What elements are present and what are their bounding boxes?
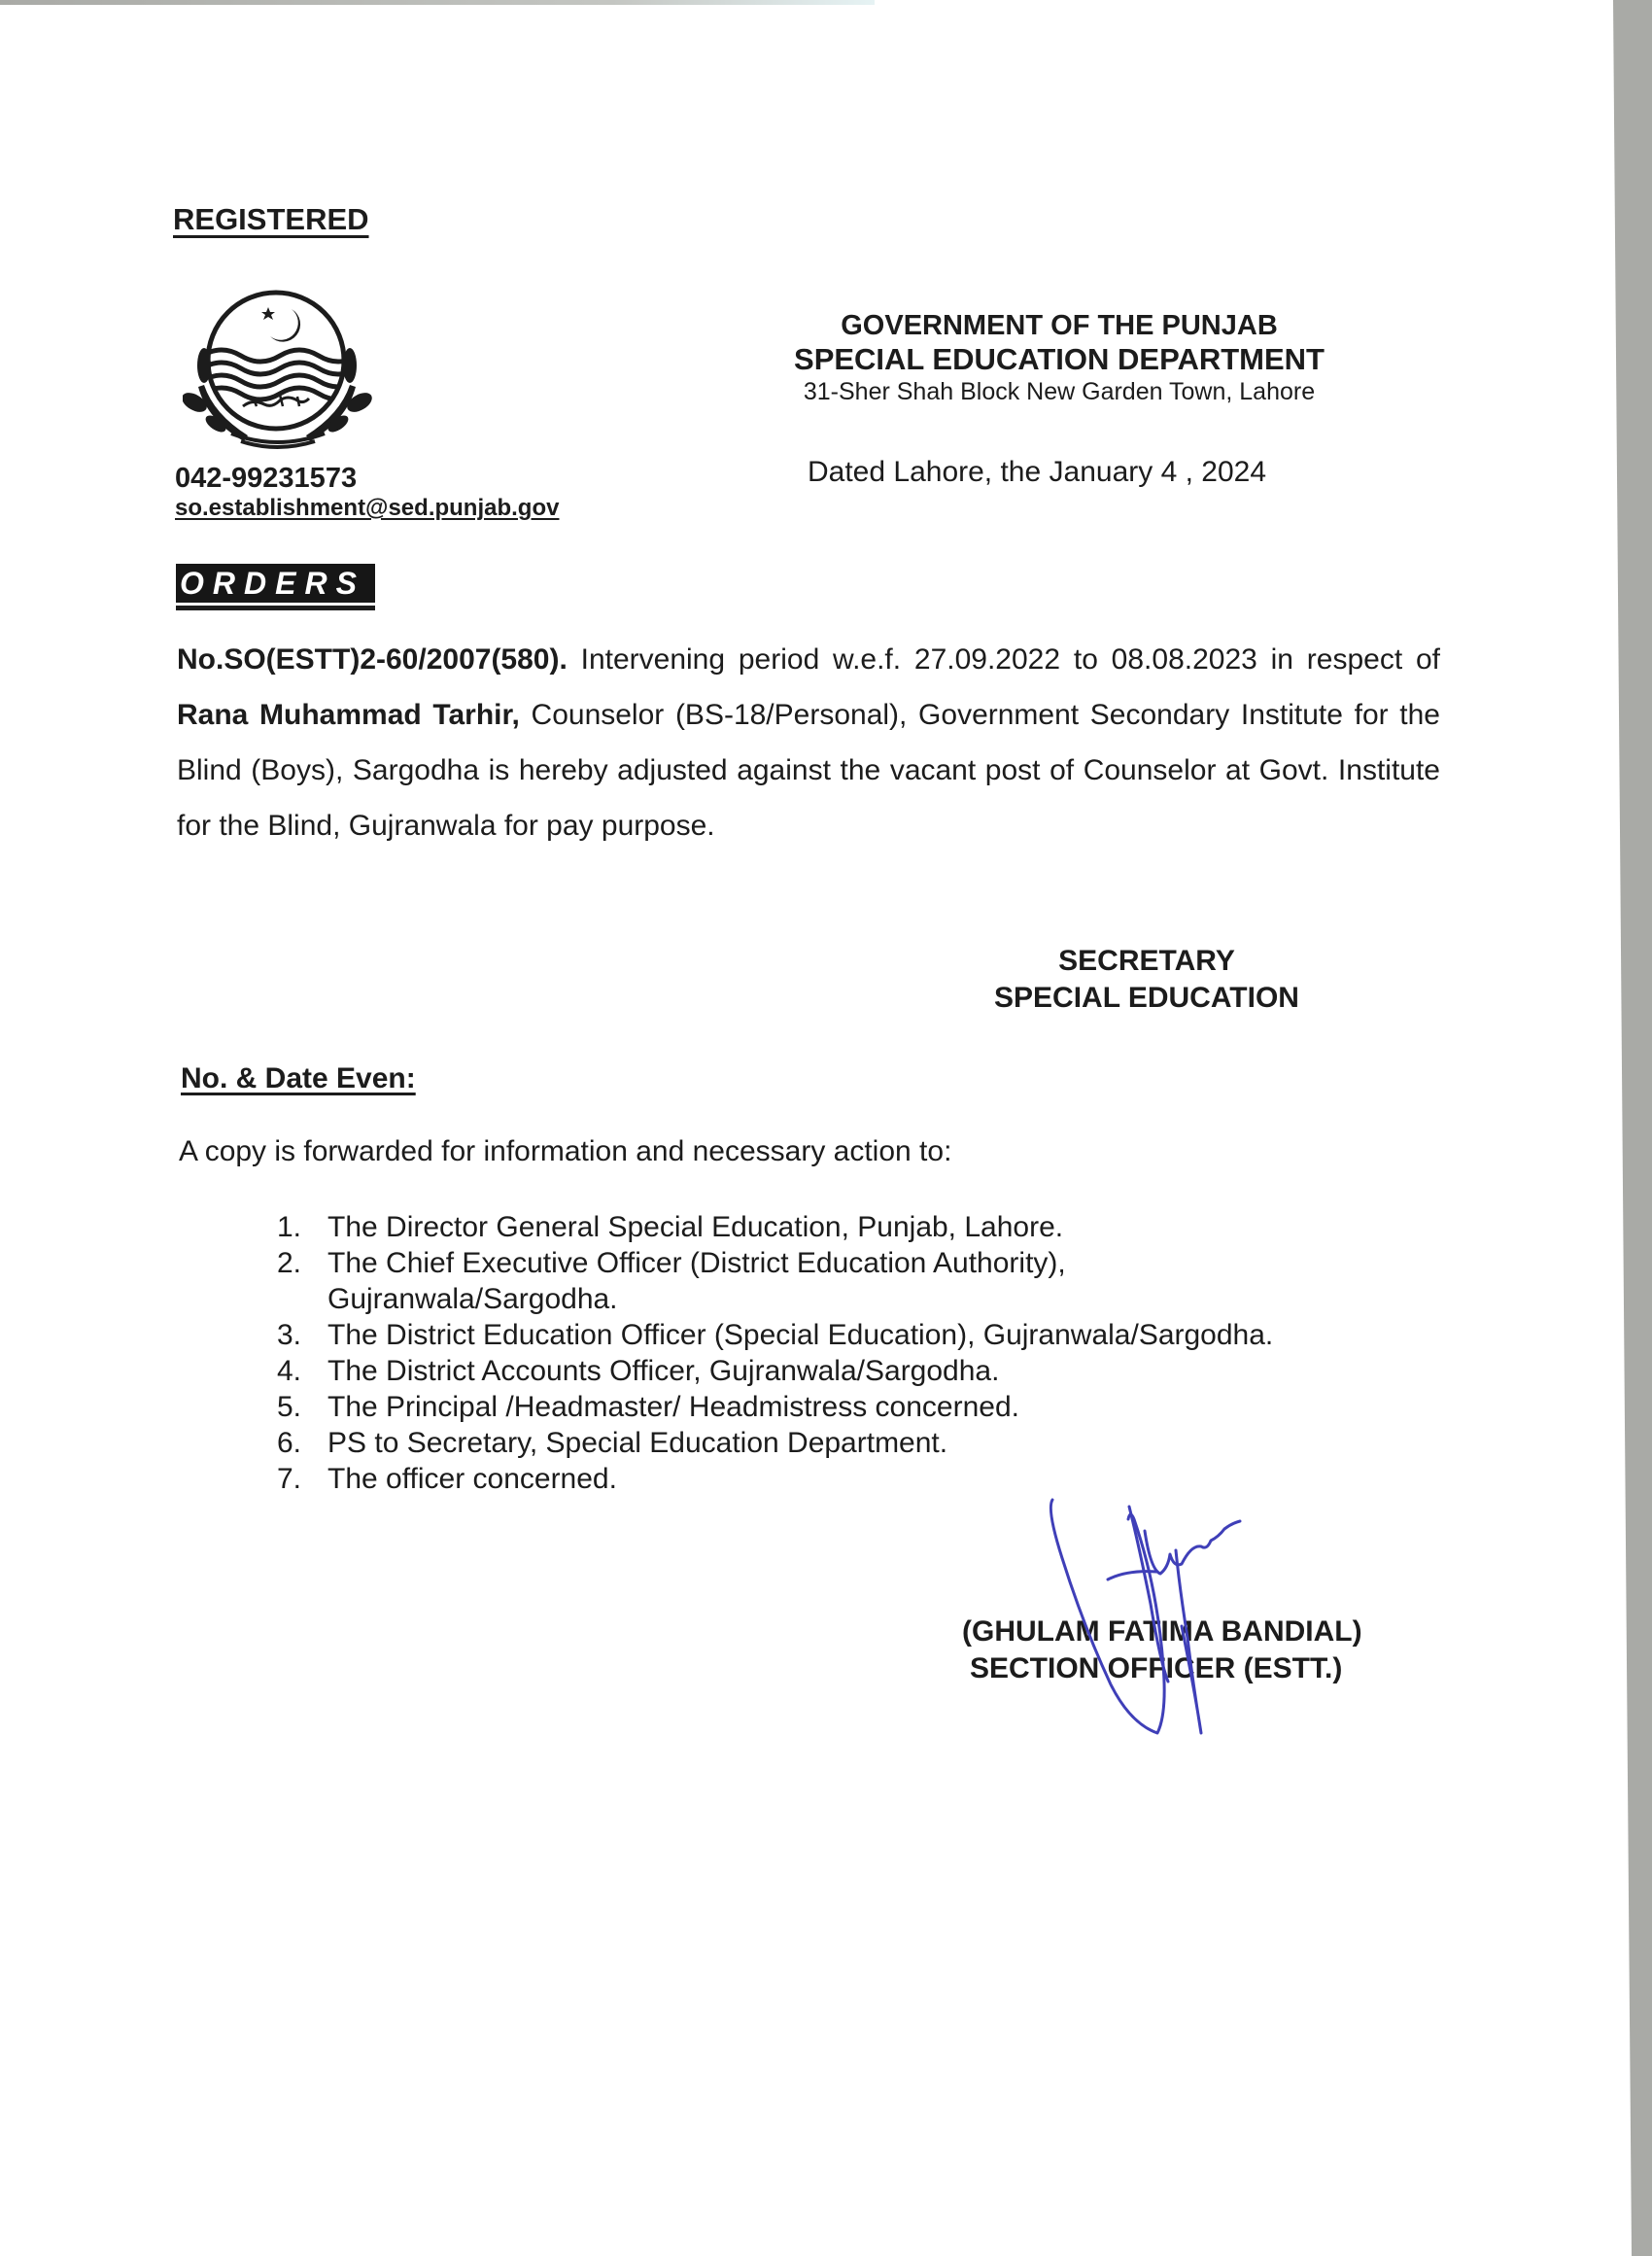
item-text: PS to Secretary, Special Education Department.	[327, 1427, 948, 1459]
order-text-1: Intervening period w.e.f. 27.09.2022 to 08.08.2023 in respect of	[567, 643, 1440, 676]
recipient-list	[277, 1209, 1474, 1497]
item-number: 1.	[277, 1211, 302, 1243]
item-number: 2.	[277, 1247, 302, 1279]
employee-name: Rana Muhammad Tarhir,	[177, 699, 520, 731]
punjab-emblem-logo	[183, 288, 389, 453]
list-item	[277, 1461, 1474, 1497]
item-text: The District Accounts Officer, Gujranwala/Sargodha.	[327, 1355, 1000, 1387]
phone-number: 042-99231573	[175, 463, 358, 494]
list-item	[277, 1317, 1474, 1353]
star-icon	[261, 307, 275, 320]
item-text: The Chief Executive Officer (District Education Authority), Gujranwala/Sargodha.	[327, 1247, 1066, 1315]
item-number: 5.	[277, 1391, 302, 1423]
list-item	[277, 1425, 1474, 1461]
order-number: No.SO(ESTT)2-60/2007(580).	[177, 643, 568, 676]
list-item	[277, 1245, 1474, 1317]
item-number: 3.	[277, 1319, 302, 1351]
signatory-designation: SECTION OFFICER (ESTT.)	[970, 1652, 1343, 1684]
order-paragraph	[177, 632, 1440, 853]
government-title: GOVERNMENT OF THE PUNJAB	[841, 310, 1278, 341]
order-text-2: Counselor (BS-18/Personal), Government Secondary Institute for the Blind (Boys), Sargodha is hereby adjusted against the vacant post of Counselor at Govt. Institute for the Blind, Gujranwala for pay purpose.	[177, 699, 1440, 842]
scan-edge-right	[1613, 0, 1652, 2256]
authority-line-1: SECRETARY	[1058, 945, 1235, 977]
issuing-authority	[972, 943, 1322, 1017]
authority-line-2: SPECIAL EDUCATION	[994, 982, 1299, 1014]
list-item	[277, 1353, 1474, 1389]
item-text: The District Education Officer (Special Education), Gujranwala/Sargodha.	[327, 1319, 1274, 1351]
signatory-name: (GHULAM FATIMA BANDIAL)	[962, 1615, 1362, 1648]
endorsement-intro: A copy is forwarded for information and necessary action to:	[179, 1135, 952, 1167]
department-title: SPECIAL EDUCATION DEPARTMENT	[794, 342, 1325, 377]
item-number: 6.	[277, 1427, 302, 1459]
item-number: 7.	[277, 1463, 302, 1495]
item-text: The Director General Special Education, Punjab, Lahore.	[327, 1211, 1064, 1243]
item-text: The officer concerned.	[327, 1463, 617, 1495]
email-link[interactable]: so.establishment@sed.punjab.gov	[175, 495, 560, 521]
scan-edge-top	[0, 0, 875, 5]
department-address: 31-Sher Shah Block New Garden Town, Lahore	[803, 377, 1316, 405]
registered-label: REGISTERED	[173, 202, 369, 236]
crescent-icon	[270, 309, 300, 342]
list-item	[277, 1209, 1474, 1245]
date-line: Dated Lahore, the January 4 , 2024	[808, 456, 1267, 488]
letterhead	[748, 309, 1370, 406]
signatory-block	[962, 1614, 1362, 1687]
endorsement-heading: No. & Date Even:	[181, 1062, 416, 1094]
item-text: The Principal /Headmaster/ Headmistress concerned.	[327, 1391, 1019, 1423]
orders-heading: ORDERS	[176, 564, 375, 606]
list-item	[277, 1389, 1474, 1425]
item-number: 4.	[277, 1355, 302, 1387]
